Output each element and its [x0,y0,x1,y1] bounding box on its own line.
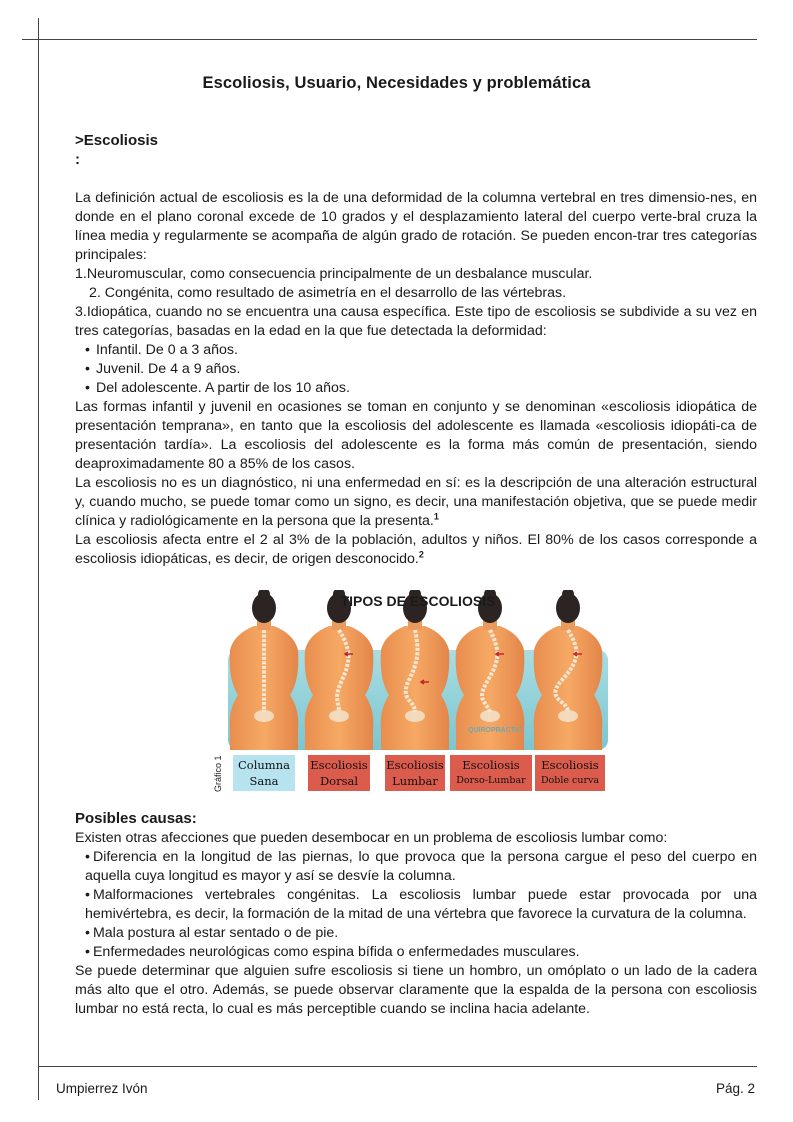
label-line: Escoliosis [310,758,368,772]
figure-watermark: QUIROPRACTIC [468,727,523,734]
page-title: Escoliosis, Usuario, Necesidades y problemática [202,74,591,92]
footer-rule [38,1066,757,1067]
figure-double-curve [534,590,603,750]
list-item: • Del adolescente. A partir de los 10 años. [75,379,757,398]
list-item: • Infantil. De 0 a 3 años. [75,341,757,360]
label-line: Lumbar [392,774,438,788]
figure-side-label: Gráfico 1 [213,755,223,792]
figure-dorso-lumbar [456,590,525,750]
section-heading-text: >Escoliosis [75,132,158,149]
vertical-margin-rule [38,18,39,1100]
label-line: Doble curva [540,775,600,786]
paragraph-text: La escoliosis no es un diagnóstico, ni una enfermedad en sí: es la descripción de una alteración estructural y, cuando mucho, se puede tomar como un signo, es decir, una manifestación objetiva, que se puede medir clínica y radiológicamente en la persona que la presenta. [75,475,757,529]
paragraph: Se puede determinar que alguien sufre escoliosis si tiene un hombro, un omóplato o un lado de la cadera más alto que el otro. Además, se puede observar claramente que la espalda de la persona con escoliosis lumbar no está recta, lo cual es más perceptible cuando se inclina hacia adelante. [75,963,757,1017]
list-item: • Mala postura al estar sentado o de pie. [75,924,757,943]
causes-heading: Posibles causas: [75,810,197,827]
footer-author: Umpierrez Ivón [56,1081,148,1096]
label-line: Columna [238,758,290,772]
list-item-text: 2. Congénita, como resultado de asimetría en el desarrollo de las vértebras. [88,285,567,301]
label-escoliosis-dorso-lumbar [450,755,532,791]
label-line: Sana [249,774,279,788]
list-item: 3.Idiopática, cuando no se encuentra una causa específica. Este tipo de escoliosis se subdivide a su vez en tres categorías, basadas en la edad en la que fue detectada la deformidad: [75,304,757,339]
label-columna-sana [233,755,295,791]
footer-page-number: Pág. 2 [715,1081,755,1096]
label-escoliosis-dorsal [308,755,370,791]
figure-healthy [230,590,299,750]
paragraph [75,474,757,531]
label-escoliosis-lumbar [385,755,445,791]
paragraph [75,531,757,569]
list-item: • Diferencia en la longitud de las piernas, lo que provoca que la persona cargue el peso del cuerpo en aquella cuya longitud es mayor y así se desvíe la columna. [75,848,757,886]
header-rule [22,39,757,40]
list-item: • Juvenil. De 4 a 9 años. [75,360,757,379]
figure-title: TIPOS DE ESCOLIOSIS [340,593,496,609]
list-item: 1.Neuromuscular, como consecuencia principalmente de un desbalance muscular. [75,266,593,282]
label-line: Escoliosis [462,758,520,772]
paragraph-text: La escoliosis afecta entre el 2 al 3% de la población, adultos y niños. El 80% de los casos corresponde a escoliosis idiopáticas, es decir, de origen desconocido. [75,532,757,567]
scoliosis-types-figure [228,590,608,805]
label-line: Escoliosis [386,758,444,772]
footnote-ref: 1 [433,511,439,522]
paragraph: Las formas infantil y juvenil en ocasiones se toman en conjunto y se denominan «escoliosis idiopática de presentación temprana», en tanto que la escoliosis del adolescente es llamada «escoliosis idiopáti-ca de presentación tardía». La escoliosis del adolescente es la forma más común de presentación, siendo deaproximadamente 80 a 85% de los casos. [75,399,757,472]
figure-lumbar [381,590,450,750]
list-item: • Enfermedades neurológicas como espina bífida o enfermedades musculares. [75,943,757,962]
figure-dorsal [305,590,374,750]
section-heading [75,131,158,169]
list-item [75,284,757,303]
paragraph: La definición actual de escoliosis es la de una deformidad de la columna vertebral en tres dimensio-nes, en donde en el plano coronal excede de 10 grados y el desplazamiento lateral del cuerpo verte-bral cruza la línea media y regularmente se acompaña de algún grado de rotación. Se pueden encon-trar tres categorías principales: [75,190,757,263]
list-item: • Malformaciones vertebrales congénitas. La escoliosis lumbar puede estar provocada por una hemivértebra, es decir, la formación de la mitad de una vértebra que favorece la curvatura de la columna. [75,886,757,924]
figure-illustration [228,590,608,750]
label-line: Escoliosis [541,758,599,772]
section-heading-colon: : [75,151,80,168]
footnote-ref: 2 [418,549,424,560]
causes-text [75,829,757,1019]
label-line: Dorsal [319,774,359,788]
body-text [75,189,757,569]
label-escoliosis-doble-curva [535,755,605,791]
label-line: Dorso-Lumbar [456,775,526,786]
paragraph: Existen otras afecciones que pueden desembocar en un problema de escoliosis lumbar como: [75,830,668,846]
